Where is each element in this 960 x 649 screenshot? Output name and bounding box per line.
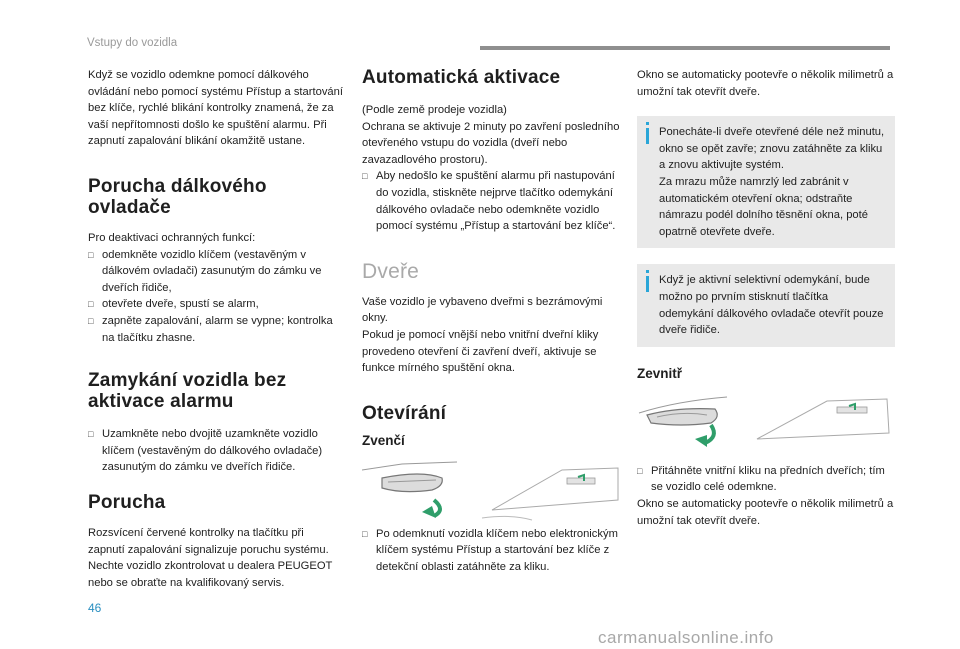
bullet-item: □ Po odemknutí vozidla klíčem nebo elektronickým klíčem systému Přístup a startování bez klíče z detekční oblasti zatáhněte za kliku. — [362, 526, 620, 576]
info-note — [637, 116, 895, 248]
bullet-item: □ Uzamkněte nebo dvojitě uzamkněte vozidlo klíčem (vestavěným do dálkového ovladače) zasunutým do zámku ve dveřích řidiče. — [88, 426, 343, 476]
note-text: Za mrazu může namrzlý led zabránit v automatickém otevření okna; odstraňte námrazu podél dolního těsnění okna, poté opatrně otevřete dveře. — [659, 175, 868, 238]
paragraph: Rozsvícení červené kontrolky na tlačítku při zapnutí zapalování signalizuje poruchu systému. — [88, 526, 329, 556]
heading-fault: Porucha — [88, 491, 166, 513]
info-icon — [646, 270, 649, 273]
heading-line: Zamykání vozidla bez — [88, 370, 287, 392]
inside-handle-illustration — [637, 393, 895, 453]
bullet-item: □ Přitáhněte vnitřní kliku na předních dveřích; tím se vozidlo celé odemkne. — [637, 463, 895, 496]
page-number: 46 — [88, 601, 102, 615]
info-icon-bar — [646, 276, 649, 292]
subheading-outside: Zvenčí — [362, 432, 405, 448]
heading-doors: Dveře — [362, 259, 420, 283]
paragraph: Pokud je pomocí vnější nebo vnitřní dveřní kliky provedeno otevření či zavření dveří, aktivuje se funkce mírného spuštění okna. — [362, 328, 599, 375]
heading-lock-no-alarm — [88, 370, 343, 412]
heading-remote-fault — [88, 176, 343, 218]
paragraph: (Podle země prodeje vozidla) — [362, 104, 507, 116]
bullet-item: □ odemkněte vozidlo klíčem (vestavěným v dálkovém ovladači) zasunutým do zámku ve dveřích řidiče, — [88, 247, 343, 297]
paragraph: Nechte vozidlo zkontrolovat u dealera PEUGEOT nebo se obraťte na kvalifikovaný servis. — [88, 560, 333, 589]
bullet-item: □ otevřete dveře, spustí se alarm, — [88, 296, 343, 313]
note-text: Ponecháte-li dveře otevřené déle než minutu, okno se opět zavře; znovu zatáhněte za kliku a znovu aktivujte systém. — [659, 126, 885, 172]
paragraph: Okno se automaticky pootevře o několik milimetrů a umožní tak otevřít dveře. — [637, 69, 894, 98]
heading-line: ovladače — [88, 196, 171, 218]
header-rule — [480, 46, 890, 50]
heading-line: Porucha dálkového — [88, 175, 267, 197]
outside-handle-illustration — [362, 460, 620, 522]
heading-opening: Otevírání — [362, 402, 447, 424]
watermark: carmanualsonline.info — [598, 628, 774, 647]
paragraph: Ochrana se aktivuje 2 minuty po zavření posledního otevřeného vstupu do vozidla (dveří nebo zavazadlového prostoru). — [362, 120, 620, 166]
info-note — [637, 264, 895, 346]
note-text: Když je aktivní selektivní odemykání, bude možno po prvním stisknutí tlačítka odemykání dálkového ovladače otevřít pouze dveře řidiče. — [659, 274, 884, 337]
bullet-item: □ zapněte zapalování, alarm se vypne; kontrolka na tlačítku zhasne. — [88, 313, 343, 346]
paragraph: Okno se automaticky pootevře o několik milimetrů a umožní tak otevřít dveře. — [637, 497, 894, 527]
paragraph: Vaše vozidlo je vybaveno dveřmi s bezrámovými okny. — [362, 295, 603, 325]
info-icon — [646, 122, 649, 125]
running-header: Vstupy do vozidla — [87, 37, 178, 49]
column-2 — [362, 67, 620, 576]
heading-auto-activation: Automatická aktivace — [362, 67, 561, 88]
subheading-inside: Zevnitř — [637, 365, 683, 381]
column-3 — [637, 67, 895, 529]
paragraph: Pro deaktivaci ochranných funkcí: — [88, 231, 256, 244]
info-icon-bar — [646, 128, 649, 144]
intro-paragraph: Když se vozidlo odemkne pomocí dálkového ovládání nebo pomocí systému Přístup a startování bez klíče, rychlé blikání kontrolky znamená, že za vaší nepřítomnosti došlo ke spuštění alarmu. Při zapnutí zapalování blikání okamžitě ustane. — [88, 69, 343, 148]
heading-line: aktivace alarmu — [88, 391, 234, 413]
bullet-item: □ Aby nedošlo ke spuštění alarmu při nastupování do vozidla, stiskněte nejprve tlačítko odemykání dálkového ovladače nebo odemkněte vozidlo pomocí systému „Přístup a startování bez klíče“. — [362, 168, 620, 234]
column-1 — [88, 67, 343, 591]
